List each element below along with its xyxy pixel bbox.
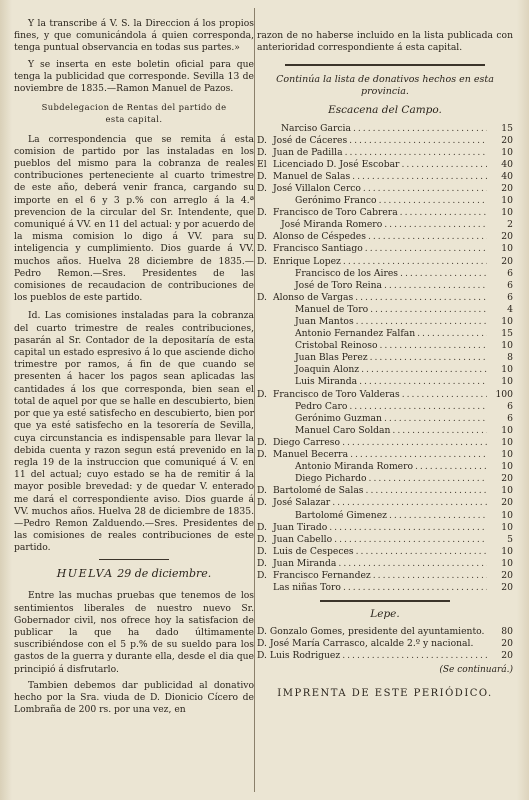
donor-row	[257, 219, 513, 231]
paragraph-donativo: Tambien debemos dar publicidad al donativo hecho por la Sra. viuda de D. Dionicio Cícero de Lombraña de 200 rs. por una vez, en	[14, 679, 254, 716]
donor-prefix: D.	[257, 291, 267, 303]
leader-dots	[342, 650, 487, 662]
donor-name: Bartolomé de Salas	[273, 485, 364, 497]
donor-row	[257, 316, 513, 328]
donor-name: Juan Cabello	[273, 533, 333, 545]
donor-name: Juan Blas Perez	[295, 352, 368, 364]
donor-row	[257, 207, 513, 219]
donor-amount: 20	[501, 569, 513, 581]
donor-amount: 10	[501, 207, 513, 219]
donor-row	[257, 401, 513, 413]
donor-prefix: D.	[257, 134, 267, 146]
donor-row	[257, 558, 513, 570]
leader-dots	[400, 268, 487, 280]
donor-row	[257, 449, 513, 461]
donor-row	[257, 546, 513, 558]
donor-amount: 10	[501, 146, 513, 158]
donor-name: Juan Tirado	[273, 521, 328, 533]
leader-dots	[353, 123, 487, 135]
lepe-entry-amount: 20	[501, 638, 513, 650]
donor-row	[257, 292, 513, 304]
paragraph-correspondencia: La correspondencia que se remita á esta comision de partido por las instaladas en los pueblos del mismo para la cobranza de reales contribuciones perteneciente al cuarto trimestre de este año, deberá venir franca, cargando su importe en el 6 y 3 p.% con arreglo á la 4.ª prevencion de la circular del Sr. Intendente, que comuniqué á VV. en 11 del actual: y por acuerdo de la misma comision lo digo á VV. para su inteligencia y cumplimiento. Dios guarde á VV. muchos años. Huelva 28 diciembre de 1835.—Pedro Remon.—Sres. Presidentes de las comisiones de recaudacion de contribuciones de los pueblos de este partido.	[14, 133, 254, 304]
donor-name: José Miranda Romero	[281, 219, 383, 231]
donor-row	[257, 364, 513, 376]
donor-name: José de Toro Reina	[295, 279, 383, 291]
donor-name: Manuel de Salas	[273, 170, 351, 182]
donor-amount: 5	[507, 533, 513, 545]
donor-row	[257, 425, 513, 437]
donor-name: Joaquin Alonz	[295, 364, 360, 376]
donor-prefix: D.	[257, 533, 267, 545]
donor-row	[257, 377, 513, 389]
leader-dots	[363, 183, 487, 195]
donor-amount: 10	[501, 195, 513, 207]
donor-name: Licenciado D. José Escobar	[273, 158, 400, 170]
donor-amount: 10	[501, 376, 513, 388]
leader-dots	[384, 219, 487, 231]
donor-name: Enrique Lopez	[273, 255, 341, 267]
donor-amount: 20	[501, 473, 513, 485]
donor-amount: 20	[501, 582, 513, 594]
donor-amount: 20	[501, 231, 513, 243]
leader-dots	[417, 328, 487, 340]
leader-dots	[350, 449, 487, 461]
donor-name: Diego Carreso	[273, 436, 341, 448]
paragraph-gobernador: Entre las muchas pruebas que tenemos de los sentimientos liberales de nuestro nuevo Sr. Gobernador civil, nos ofrece hoy la satisfacion de publicar la que ha dado últimamente suscribiéndose con el 5 p.% de su sueldo para los gastos de la guerra y durante ella, desde el dia que principió á disfrutarlo.	[14, 590, 254, 675]
leader-dots	[334, 534, 487, 546]
donor-name: Luis Miranda	[295, 376, 358, 388]
donor-name: Alonso de Céspedes	[273, 231, 366, 243]
donor-prefix: D.	[257, 521, 267, 533]
donor-name: Luis de Cespeces	[273, 545, 354, 557]
donor-row	[257, 570, 513, 582]
leader-dots	[365, 243, 487, 255]
donor-row	[257, 256, 513, 268]
donor-prefix: D.	[257, 207, 267, 219]
right-column	[257, 0, 513, 800]
lepe-entry-name: D. Luis Rodriguez	[257, 650, 341, 662]
continuara-note: (Se continuará.)	[439, 664, 513, 675]
donor-prefix: D.	[257, 569, 267, 581]
donor-row	[257, 582, 513, 594]
paragraph-transcribe: Y la transcribe á V. S. la Direccion á los propios fines, y que comunicándola á quien corresponda, tenga puntual observancia en todas sus partes.»	[14, 18, 254, 54]
donor-row	[257, 522, 513, 534]
section-escacena: Escacena del Campo.	[328, 104, 442, 117]
donor-row	[257, 510, 513, 522]
lepe-entry	[257, 650, 513, 662]
leader-dots	[370, 304, 487, 316]
donor-amount: 8	[507, 352, 513, 364]
donor-amount: 6	[507, 291, 513, 303]
lepe-entry-amount: 20	[501, 650, 513, 662]
donor-row	[257, 244, 513, 256]
dateline-date: 29 de diciembre.	[117, 567, 212, 581]
donor-name: Narciso Garcia	[281, 122, 351, 134]
section-title-subdelegacion	[14, 101, 254, 125]
donor-amount: 15	[501, 328, 513, 340]
donor-amount: 10	[501, 340, 513, 352]
donor-amount: 40	[501, 170, 513, 182]
donor-prefix: D.	[257, 182, 267, 194]
separator-rule-right	[285, 64, 485, 66]
donor-amount: 100	[495, 388, 513, 400]
leader-dots	[329, 522, 487, 534]
donor-amount: 10	[501, 509, 513, 521]
donor-name: Juan de Padilla	[273, 146, 343, 158]
leader-dots	[338, 558, 487, 570]
donor-name: Juan Miranda	[273, 557, 337, 569]
leader-dots	[415, 461, 487, 473]
leader-dots	[349, 401, 487, 413]
donor-prefix: D.	[257, 243, 267, 255]
donor-prefix: D.	[257, 231, 267, 243]
donor-prefix: D.	[257, 170, 267, 182]
donor-row	[257, 183, 513, 195]
donor-row	[257, 498, 513, 510]
leader-dots	[368, 231, 487, 243]
donor-amount: 10	[501, 243, 513, 255]
donor-row	[257, 473, 513, 485]
lepe-entry-name: D. Gonzalo Gomes, presidente del ayuntamiento.	[257, 626, 485, 638]
leader-dots	[343, 256, 487, 268]
lepe-entry	[257, 638, 513, 650]
leader-dots	[401, 159, 487, 171]
donor-amount: 10	[501, 521, 513, 533]
paragraph-razon: razon de no haberse incluido en la lista publicada con anterioridad correspondiente á esta capital.	[257, 30, 513, 54]
donor-name: Gerónimo Guzman	[295, 412, 382, 424]
section-lepe: Lepe.	[370, 607, 400, 620]
donor-amount: 6	[507, 267, 513, 279]
leader-dots	[384, 280, 487, 292]
leader-dots	[370, 352, 487, 364]
leader-dots	[400, 207, 487, 219]
donor-amount: 20	[501, 497, 513, 509]
dateline-city: HUELVA	[56, 567, 114, 581]
leader-dots	[349, 135, 487, 147]
list-heading: Continúa la lista de donativos hechos en esta provincia.	[276, 74, 494, 98]
donor-name: Bartolomé Gimenez	[295, 509, 388, 521]
donor-prefix: D.	[257, 436, 267, 448]
leader-dots	[369, 473, 487, 485]
donor-name: Francisco de los Aires	[295, 267, 399, 279]
separator-rule-lepe	[320, 600, 450, 602]
leader-dots	[356, 316, 487, 328]
donor-prefix: D.	[257, 255, 267, 267]
donor-name: José de Cáceres	[273, 134, 348, 146]
donor-row	[257, 437, 513, 449]
donor-name: Francisco Santiago	[273, 243, 363, 255]
donor-row	[257, 147, 513, 159]
donor-row	[257, 171, 513, 183]
lepe-entry-name: D. José María Carrasco, alcalde 2.º y nacional.	[257, 638, 474, 650]
donor-prefix: D.	[257, 545, 267, 557]
donor-amount: 20	[501, 255, 513, 267]
donor-row	[257, 352, 513, 364]
donor-amount: 10	[501, 557, 513, 569]
donor-row	[257, 280, 513, 292]
donor-amount: 20	[501, 134, 513, 146]
donor-name: Francisco Fernandez	[273, 569, 371, 581]
donor-row	[257, 340, 513, 352]
donor-amount: 10	[501, 436, 513, 448]
paragraph-boletin: Y se inserta en este boletin oficial para que tenga la publicidad que corresponde. Sevilla 13 de noviembre de 1835.—Ramon Manuel de Pazos.	[14, 58, 254, 95]
donor-name: Gerónimo Franco	[295, 195, 377, 207]
leader-dots	[379, 195, 487, 207]
donor-amount: 10	[501, 461, 513, 473]
column-divider	[254, 8, 255, 792]
donor-name: Antonio Miranda Romero	[295, 461, 414, 473]
leader-dots	[384, 413, 487, 425]
donor-row	[257, 389, 513, 401]
donor-amount: 20	[501, 182, 513, 194]
leader-dots	[355, 292, 487, 304]
donor-name: Manuel Caro Soldan	[295, 424, 391, 436]
leader-dots	[343, 582, 487, 594]
leader-dots	[361, 364, 487, 376]
donor-name: Juan Mantos	[295, 316, 354, 327]
donor-name: José Villalon Cerco	[273, 182, 361, 194]
donor-row	[257, 485, 513, 497]
donor-row	[257, 195, 513, 207]
donor-amount: 10	[501, 485, 513, 497]
donor-name: Pedro Caro	[295, 400, 348, 412]
donor-prefix: D.	[257, 146, 267, 158]
donor-name: Alonso de Vargas	[273, 291, 354, 303]
leader-dots	[366, 485, 487, 497]
donor-name: Manuel de Toro	[295, 303, 369, 315]
donor-prefix: D.	[257, 497, 267, 509]
donor-row	[257, 461, 513, 473]
donor-amount: 10	[501, 449, 513, 461]
donor-row	[257, 123, 513, 135]
donor-prefix: D.	[257, 388, 267, 400]
dateline-huelva	[14, 568, 254, 580]
donor-name: José Salazar	[273, 497, 331, 509]
donor-name: Las niñas Toro	[273, 582, 341, 594]
title-line-1: Subdelegacion de Rentas del partido de	[41, 102, 227, 113]
leader-dots	[380, 340, 487, 352]
donor-prefix: D.	[257, 485, 267, 497]
donor-prefix: El	[257, 158, 267, 170]
donor-row	[257, 413, 513, 425]
leader-dots	[373, 570, 487, 582]
title-line-2: esta capital.	[105, 114, 163, 125]
donor-amount: 6	[507, 400, 513, 412]
donor-amount: 10	[501, 316, 513, 327]
paragraph-comisiones: Id. Las comisiones instaladas para la cobranza del cuarto trimestre de reales contribuciones, pasarán al Sr. Contador de la depositaría de esta capital un estado espresivo á lo que asciende dicho trimestre por ramos, á fin de que cuando se presenten á hacer los pagos sean aplicadas las cantidades á los que corresponda, bien sean el total de aquel por que se halle en descubierto, bien por que ya esté satisfecho en descubierto, bien por que ya esté satisfecho en la tesorería de Sevilla, cuya circunstancia es indispensable para llevar la debida cuenta y razon segun está prevenido en la regla 19 de la instruccion que comuniqué á V. en 11 del actual; cuyo estado se ha de remitir á la mayor posible brevedad: y de quedar V. enterado me dará el correspondiente aviso. Dios guarde á VV. muchos años. Huelva 28 de diciembre de 1835.—Pedro Remon Zalduendo.—Sres. Presidentes de las comisiones de reales contribuciones de este partido.	[14, 310, 254, 554]
donor-row	[257, 304, 513, 316]
donor-amount: 2	[507, 219, 513, 231]
donor-amount: 10	[501, 424, 513, 436]
donor-amount: 15	[501, 122, 513, 134]
donor-prefix: D.	[257, 449, 267, 461]
donor-name: Manuel Becerra	[273, 449, 349, 461]
lepe-entry-amount: 80	[501, 626, 513, 638]
imprenta-footer: IMPRENTA DE ESTE PERIÓDICO.	[277, 687, 493, 699]
leader-dots	[342, 437, 487, 449]
donor-name: Antonio Fernandez Falfan	[295, 328, 416, 340]
separator-rule	[99, 559, 169, 561]
donor-row	[257, 328, 513, 340]
donor-row	[257, 231, 513, 243]
leader-dots	[332, 497, 487, 509]
donor-amount: 40	[501, 158, 513, 170]
lepe-list	[257, 626, 513, 676]
leader-dots	[402, 389, 487, 401]
leader-dots	[359, 376, 487, 388]
donor-row	[257, 159, 513, 171]
donor-name: Cristobal Reinoso	[295, 340, 378, 352]
donor-row	[257, 534, 513, 546]
donor-list	[257, 123, 513, 595]
donor-name: Francisco de Toro Cabrera	[273, 207, 398, 219]
lepe-entry	[257, 626, 513, 638]
donor-amount: 6	[507, 412, 513, 424]
donor-amount: 6	[507, 279, 513, 291]
leader-dots	[392, 425, 487, 437]
donor-amount: 10	[501, 545, 513, 557]
leader-dots	[389, 510, 487, 522]
donor-amount: 10	[501, 364, 513, 376]
leader-dots	[352, 171, 487, 183]
donor-prefix: D.	[257, 557, 267, 569]
donor-amount: 4	[507, 303, 513, 315]
donor-name: Francisco de Toro Valderas	[273, 388, 400, 400]
donor-name: Diego Pichardo	[295, 473, 367, 485]
left-column	[14, 0, 254, 800]
donor-row	[257, 268, 513, 280]
leader-dots	[356, 546, 487, 558]
leader-dots	[345, 147, 487, 159]
donor-row	[257, 135, 513, 147]
